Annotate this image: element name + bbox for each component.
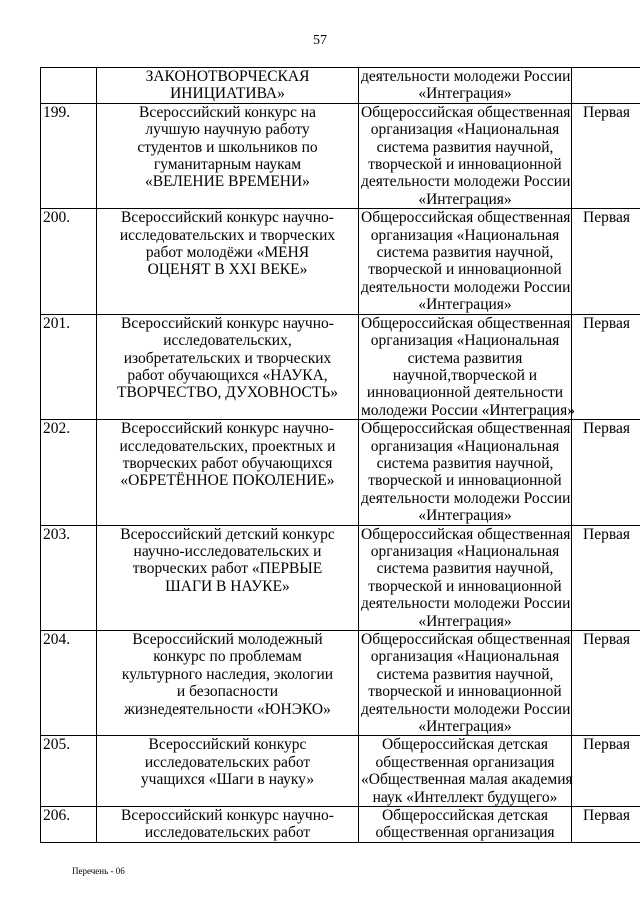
- organizer-line: Общероссийская общественная: [361, 631, 571, 648]
- row-number: [41, 68, 97, 104]
- competition-name-line: Всероссийский конкурс научно-: [121, 314, 334, 332]
- table-body: [41, 68, 640, 843]
- organizer: [359, 807, 572, 843]
- competition-name: [97, 525, 359, 630]
- organizer: [359, 631, 572, 736]
- organizer: [359, 420, 572, 525]
- level-category: Первая: [572, 314, 640, 419]
- organizer-line: деятельности молодежи России: [361, 595, 571, 613]
- level-category: Первая: [572, 525, 640, 630]
- organizer-line: деятельности молодежи России: [361, 68, 571, 85]
- organizer-line: творческой и инновационной: [368, 577, 562, 595]
- competition-name-line: студентов и школьников по: [137, 138, 318, 156]
- organizer-line: система развития: [407, 349, 523, 367]
- competition-name-line: культурного наследия, экологии: [121, 665, 334, 683]
- organizer-line: творческой и инновационной: [368, 261, 562, 279]
- organizer-line: «Интеграция»: [418, 507, 512, 525]
- organizer-line: «Интеграция»: [418, 190, 512, 208]
- competition-name-line: изобретательских и творческих: [123, 349, 332, 367]
- competition-name-line: и безопасности: [176, 683, 279, 701]
- organizer-line: Общероссийская общественная: [361, 420, 571, 438]
- competition-name: [97, 314, 359, 419]
- competition-name-line: Всероссийский конкурс научно-: [121, 807, 334, 825]
- competition-name-line: жизнедеятельности «ЮНЭКО»: [124, 700, 331, 718]
- competition-name-line: ТВОРЧЕСТВО, ДУХОВНОСТЬ»: [117, 384, 338, 402]
- competition-name-line: творческих работ обучающихся: [122, 454, 333, 472]
- organizer: [359, 525, 572, 630]
- competition-name-line: «ВЕЛЕНИЕ ВРЕМЕНИ»: [145, 173, 310, 191]
- table-row: [41, 631, 640, 736]
- organizer-line: творческой и инновационной: [368, 472, 562, 490]
- organizer-line: общественная организация: [375, 753, 555, 771]
- competition-name-line: «ОБРЕТЁННОЕ ПОКОЛЕНИЕ»: [120, 472, 335, 490]
- competition-name-line: ЗАКОНОТВОРЧЕСКАЯ: [145, 68, 310, 85]
- organizer-line: деятельности молодежи России: [361, 489, 571, 507]
- organizer-line: Общероссийская общественная: [361, 103, 571, 121]
- competition-name-line: научно-исследовательских и: [133, 542, 322, 560]
- level-category: Первая: [572, 807, 640, 843]
- organizer-line: общественная организация: [375, 824, 555, 842]
- organizer-line: деятельности молодежи России: [361, 173, 571, 191]
- organizer: [359, 736, 572, 807]
- level-category: Первая: [572, 420, 640, 525]
- organizer-line: наук «Интеллект будущего»: [372, 788, 558, 806]
- competition-name: [97, 209, 359, 314]
- organizer-line: творческой и инновационной: [368, 683, 562, 701]
- table-row: [41, 314, 640, 419]
- competition-name-line: ИНИЦИАТИВА»: [170, 85, 285, 103]
- table-row: [41, 420, 640, 525]
- competition-name: [97, 103, 359, 208]
- table-row: [41, 68, 640, 104]
- competition-name-line: творческих работ «ПЕРВЫЕ: [132, 560, 323, 578]
- competition-name-line: исследовательских и творческих: [119, 226, 336, 244]
- organizer-line: «Интеграция»: [418, 612, 512, 630]
- organizer-line: Общероссийская детская: [381, 736, 549, 754]
- level-category: [572, 68, 640, 104]
- competition-name-line: учащихся «Шаги в науку»: [140, 771, 315, 789]
- competition-name-line: Всероссийский конкурс на: [139, 103, 316, 121]
- organizer-line: деятельности молодежи России: [361, 278, 571, 296]
- competition-name-line: исследовательских работ: [144, 824, 311, 842]
- organizer-line: «Общественная малая академия: [361, 771, 573, 789]
- row-number: 199.: [41, 103, 97, 208]
- table-row: [41, 807, 640, 843]
- organizer-line: система развития научной,: [376, 665, 554, 683]
- competition-name-line: Всероссийский детский конкурс: [120, 525, 335, 543]
- organizer-line: Общероссийская общественная: [361, 314, 571, 332]
- level-category: Первая: [572, 736, 640, 807]
- table-row: [41, 525, 640, 630]
- row-number: 201.: [41, 314, 97, 419]
- competitions-table: [40, 67, 640, 843]
- organizer-line: организация «Национальная: [370, 226, 560, 244]
- row-number: 205.: [41, 736, 97, 807]
- competition-name: [97, 68, 359, 104]
- competition-name-line: конкурс по проблемам: [153, 648, 302, 666]
- organizer-line: система развития научной,: [376, 560, 554, 578]
- organizer-line: научной,творческой и: [392, 366, 538, 384]
- organizer-line: организация «Национальная: [370, 437, 560, 455]
- organizer-line: Общероссийская детская: [381, 807, 549, 825]
- organizer-line: система развития научной,: [376, 244, 554, 262]
- competition-name: [97, 807, 359, 843]
- row-number: 203.: [41, 525, 97, 630]
- organizer-line: система развития научной,: [376, 138, 554, 156]
- competition-name: [97, 736, 359, 807]
- table-row: [41, 736, 640, 807]
- competition-name-line: Всероссийский молодежный: [132, 631, 323, 648]
- competition-name-line: Всероссийский конкурс научно-: [121, 209, 334, 227]
- organizer-line: творческой и инновационной: [368, 156, 562, 174]
- competition-name: [97, 631, 359, 736]
- competition-name-line: исследовательских,: [163, 332, 292, 350]
- organizer: [359, 314, 575, 419]
- competition-name-line: лучшую научную работу: [145, 121, 310, 139]
- organizer-line: «Интеграция»: [418, 85, 512, 103]
- page-number: 57: [313, 33, 327, 48]
- organizer-line: организация «Национальная: [370, 648, 560, 666]
- organizer-line: организация «Национальная: [370, 542, 560, 560]
- level-category: Первая: [572, 209, 640, 314]
- organizer-line: «Интеграция»: [418, 718, 512, 736]
- level-category: Первая: [572, 631, 640, 736]
- competition-name-line: ШАГИ В НАУКЕ»: [165, 577, 290, 595]
- organizer-line: Общероссийская общественная: [361, 209, 571, 227]
- table-row: [41, 103, 640, 208]
- organizer: [359, 68, 572, 104]
- row-number: 202.: [41, 420, 97, 525]
- organizer: [359, 103, 572, 208]
- level-category: Первая: [572, 103, 640, 208]
- organizer-line: «Интеграция»: [418, 296, 512, 314]
- organizer-line: молодежи России «Интеграция»: [361, 401, 575, 419]
- competition-name-line: работ обучающихся «НАУКА,: [127, 366, 328, 384]
- competition-name-line: исследовательских, проектных и: [119, 437, 336, 455]
- table-row: [41, 209, 640, 314]
- organizer-line: система развития научной,: [376, 454, 554, 472]
- competition-name-line: гуманитарным наукам: [153, 156, 302, 174]
- row-number: 200.: [41, 209, 97, 314]
- organizer-line: организация «Национальная: [370, 121, 560, 139]
- competition-name-line: Всероссийский конкурс научно-: [121, 420, 334, 438]
- organizer: [359, 209, 572, 314]
- competition-name: [97, 420, 359, 525]
- competition-name-line: Всероссийский конкурс: [148, 736, 307, 754]
- competition-name-line: ОЦЕНЯТ В XXI ВЕКЕ»: [147, 261, 308, 279]
- footer-note: Перечень - 06: [72, 866, 125, 876]
- organizer-line: деятельности молодежи России: [361, 700, 571, 718]
- competition-name-line: работ молодёжи «МЕНЯ: [145, 244, 310, 262]
- organizer-line: Общероссийская общественная: [361, 525, 571, 543]
- organizer-line: организация «Национальная: [370, 332, 560, 350]
- organizer-line: инновационной деятельности: [366, 384, 564, 402]
- competition-name-line: исследовательских работ: [144, 753, 311, 771]
- row-number: 206.: [41, 807, 97, 843]
- row-number: 204.: [41, 631, 97, 736]
